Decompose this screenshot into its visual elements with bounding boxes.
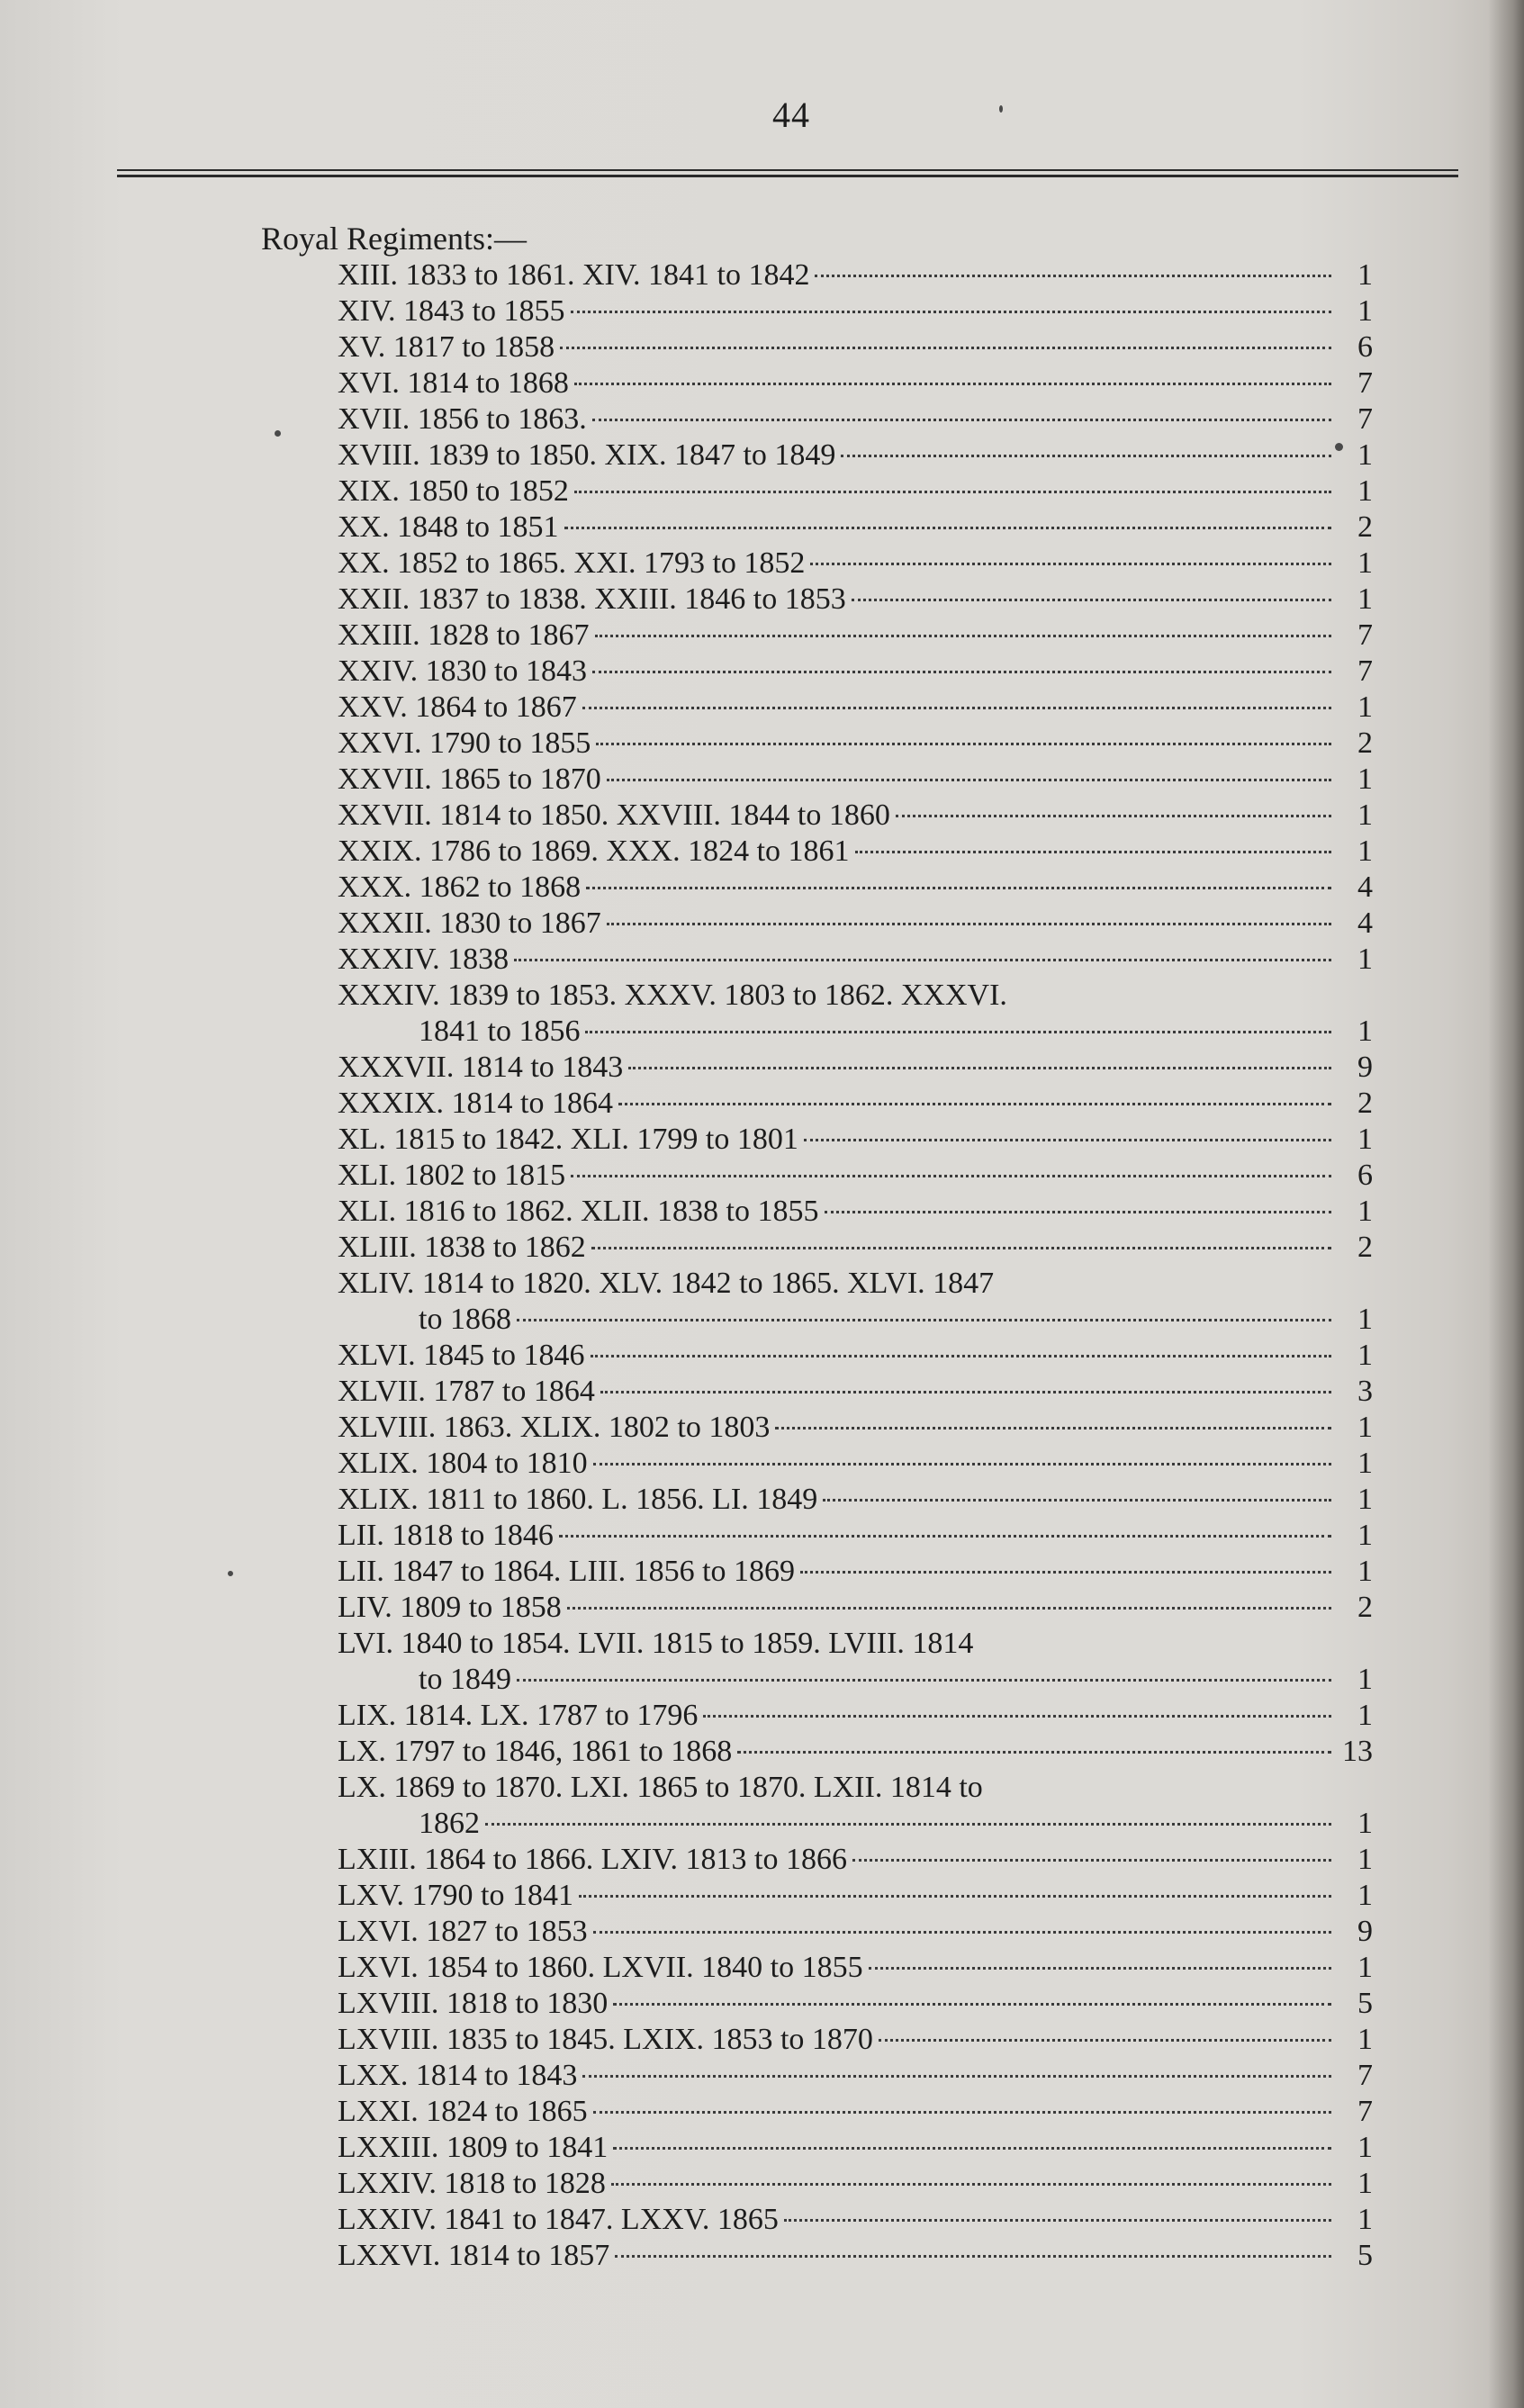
entry-line [338,329,1337,365]
entry-line [338,654,1337,690]
regiment-entry [338,762,1373,798]
entry-count: 1 [1357,1879,1373,1912]
regiment-entry [338,906,1373,942]
dot-leader [567,1607,1331,1610]
entry-count: 7 [1357,618,1373,652]
dot-leader [596,743,1331,745]
entry-count: 1 [1357,942,1373,976]
entry-count: 1 [1357,546,1373,580]
entry-count: 1 [1357,1699,1373,1732]
regiment-entry [338,437,1373,473]
entry-line [338,2166,1337,2202]
entry-line [338,2094,1337,2130]
dot-leader [869,1967,1331,1970]
dot-leader [618,1103,1331,1105]
entry-count: 1 [1357,1447,1373,1480]
dot-leader [582,707,1331,709]
regiment-entry [338,690,1373,726]
dot-leader [582,2075,1331,2078]
entry-line [338,2058,1337,2094]
entry-first-line: XXXIV. 1839 to 1853. XXXV. 1803 to 1862. XXXVI. [338,979,1007,1012]
entry-count: 6 [1357,1159,1373,1192]
entry-text: LXVIII. 1818 to 1830 [338,1987,609,2020]
entry-text: XXIV. 1830 to 1843 [338,654,588,688]
entry-count: 7 [1357,366,1373,400]
entry-text: XVII. 1856 to 1863. [338,402,587,436]
regiment-entry-list [338,257,1373,2274]
regiment-entry [338,257,1373,293]
entry-count: 7 [1357,654,1373,688]
entry-text: LXXI. 1824 to 1865 [338,2095,588,2128]
rule-line-bottom [117,175,1458,177]
entry-text: XXXVII. 1814 to 1843 [338,1051,624,1084]
dot-leader [607,779,1331,781]
entry-count: 1 [1357,2167,1373,2200]
regiment-entry [338,1050,1373,1086]
entry-line [338,906,1337,942]
entry-count: 1 [1357,1339,1373,1372]
entry-count: 7 [1357,2095,1373,2128]
regiment-entry [338,582,1373,618]
entry-count: 2 [1357,510,1373,544]
entry-count: 2 [1357,1087,1373,1120]
regiment-entry [338,1446,1373,1482]
regiment-entry [338,726,1373,762]
dot-leader [559,1535,1331,1538]
dot-leader [585,1031,1331,1033]
entry-line [338,690,1337,726]
entry-text: XLVII. 1787 to 1864 [338,1375,595,1408]
dot-leader [775,1427,1331,1429]
entry-text: XXXIX. 1814 to 1864 [338,1087,613,1120]
entry-count: 1 [1357,1303,1373,1336]
dot-leader [815,275,1331,277]
entry-text: XVI. 1814 to 1868 [338,366,569,400]
entry-count: 4 [1357,870,1373,904]
entry-line [338,1410,1337,1446]
entry-count: 9 [1357,1051,1373,1084]
regiment-entry [338,1986,1373,2022]
dot-leader [611,2183,1331,2186]
regiment-entry [338,942,1373,978]
entry-count: 1 [1357,1519,1373,1552]
entry-line [338,1194,1337,1230]
entry-line [338,546,1337,582]
dot-leader [613,2003,1331,2006]
entry-line [338,293,1337,329]
regiment-entry [338,1518,1373,1554]
entry-text: XXVII. 1814 to 1850. XXVIII. 1844 to 1860 [338,798,890,832]
paper-speck [1335,443,1343,451]
page-spine-shadow [1488,0,1524,2408]
paper-speck [999,105,1003,113]
entry-text: XLI. 1802 to 1815 [338,1159,566,1192]
entry-line [338,1158,1337,1194]
dot-leader [564,527,1331,529]
entry-count: 1 [1357,834,1373,868]
entry-count: 1 [1357,1015,1373,1048]
entry-text: XX. 1848 to 1851 [338,510,559,544]
entry-line [338,1662,1337,1698]
regiment-entry [338,2130,1373,2166]
entry-line [338,2130,1337,2166]
regiment-entry [338,510,1373,546]
entry-line [338,1842,1337,1878]
entry-line [338,1698,1337,1734]
dot-leader [517,1319,1331,1321]
dot-leader [852,1859,1331,1862]
entry-count: 7 [1357,402,1373,436]
entry-text: XLI. 1816 to 1862. XLII. 1838 to 1855 [338,1195,819,1228]
entry-first-line: XLIV. 1814 to 1820. XLV. 1842 to 1865. XLVI. 1847 [338,1267,995,1300]
entry-text: LIX. 1814. LX. 1787 to 1796 [338,1699,699,1732]
rule-line-top [117,169,1458,171]
regiment-entry [338,1122,1373,1158]
entry-count: 13 [1342,1735,1373,1768]
entry-text: XXIX. 1786 to 1869. XXX. 1824 to 1861 [338,834,850,868]
entry-line [338,1050,1337,1086]
dot-leader [613,2147,1331,2150]
entry-count: 5 [1357,2239,1373,2272]
paper-speck [228,1571,233,1576]
dot-leader [595,635,1331,637]
regiment-entry [338,654,1373,690]
regiment-entry [338,1626,1373,1698]
entry-text: 1862 [419,1807,480,1840]
regiment-entry [338,1770,1373,1842]
dot-leader [560,347,1331,349]
entry-line [338,365,1337,401]
regiment-entry [338,2238,1373,2274]
entry-text: XLIX. 1804 to 1810 [338,1447,588,1480]
regiment-entry [338,870,1373,906]
paper-speck [275,430,281,437]
entry-count: 1 [1357,582,1373,616]
entry-count: 1 [1357,1555,1373,1588]
entry-line [338,1086,1337,1122]
entry-count: 1 [1357,2131,1373,2164]
regiment-entry [338,618,1373,654]
entry-count: 1 [1357,798,1373,832]
regiment-entry [338,978,1373,1050]
regiment-entry [338,1878,1373,1914]
entry-text: XXV. 1864 to 1867 [338,690,577,724]
regiment-entry [338,2166,1373,2202]
regiment-entry [338,401,1373,437]
regiment-entry [338,1842,1373,1878]
entry-count: 1 [1357,2023,1373,2056]
section-heading: Royal Regiments:— [261,221,527,257]
entry-line [338,473,1337,510]
dot-leader [615,2255,1331,2258]
entry-count: 1 [1357,1411,1373,1444]
entry-line [338,2238,1337,2274]
dot-leader [841,455,1331,457]
entry-text: XXVII. 1865 to 1870 [338,762,601,796]
entry-count: 6 [1357,330,1373,364]
regiment-entry [338,1698,1373,1734]
regiment-entry [338,2202,1373,2238]
entry-count: 1 [1357,1663,1373,1696]
entry-line [338,1302,1337,1338]
dot-leader [896,815,1331,817]
dot-leader [800,1571,1331,1574]
regiment-entry [338,1338,1373,1374]
entry-text: XIV. 1843 to 1855 [338,294,565,328]
entry-count: 3 [1357,1375,1373,1408]
entry-text: XXVI. 1790 to 1855 [338,726,591,760]
dot-leader [574,383,1331,385]
entry-line [338,1230,1337,1266]
entry-count: 1 [1357,2203,1373,2236]
entry-line [338,1518,1337,1554]
entry-text: XX. 1852 to 1865. XXI. 1793 to 1852 [338,546,806,580]
dot-leader [571,1175,1331,1177]
dot-leader [607,923,1331,925]
entry-text: XIII. 1833 to 1861. XIV. 1841 to 1842 [338,258,810,292]
page-number: 44 [772,95,810,135]
entry-text: LXVI. 1854 to 1860. LXVII. 1840 to 1855 [338,1951,863,1984]
dot-leader [810,563,1331,565]
dot-leader [825,1211,1331,1213]
entry-line [338,1986,1337,2022]
dot-leader [592,671,1331,673]
entry-text: LII. 1847 to 1864. LIII. 1856 to 1869 [338,1555,796,1588]
regiment-entry [338,1230,1373,1266]
entry-line [338,1554,1337,1590]
entry-count: 1 [1357,1195,1373,1228]
entry-count: 2 [1357,726,1373,760]
regiment-entry [338,1950,1373,1986]
regiment-entry [338,1554,1373,1590]
entry-line [338,1914,1337,1950]
dot-leader [517,1679,1331,1682]
entry-count: 1 [1357,690,1373,724]
entry-count: 1 [1357,1951,1373,1984]
entry-text: XLVI. 1845 to 1846 [338,1339,585,1372]
dot-leader [571,311,1332,313]
entry-text: LXIII. 1864 to 1866. LXIV. 1813 to 1866 [338,1843,847,1876]
regiment-entry [338,798,1373,834]
entry-line [338,510,1337,546]
dot-leader [703,1715,1331,1718]
entry-count: 2 [1357,1591,1373,1624]
regiment-entry [338,1410,1373,1446]
entry-line [338,1950,1337,1986]
entry-text: XV. 1817 to 1858 [338,330,555,364]
entry-count: 1 [1357,1843,1373,1876]
entry-text: XLIII. 1838 to 1862 [338,1231,586,1264]
regiment-entry [338,329,1373,365]
dot-leader [593,1931,1331,1934]
entry-line [338,1446,1337,1482]
entry-line [338,870,1337,906]
regiment-entry [338,834,1373,870]
entry-line [338,257,1337,293]
entry-line [338,1590,1337,1626]
entry-count: 2 [1357,1231,1373,1264]
entry-text: LXXIV. 1841 to 1847. LXXV. 1865 [338,2203,779,2236]
regiment-entry [338,1914,1373,1950]
entry-text: LX. 1797 to 1846, 1861 to 1868 [338,1735,733,1768]
entry-line [338,2022,1337,2058]
entry-text: XXX. 1862 to 1868 [338,870,582,904]
dot-leader [879,2039,1331,2042]
entry-text: LII. 1818 to 1846 [338,1519,554,1552]
entry-text: XVIII. 1839 to 1850. XIX. 1847 to 1849 [338,438,836,472]
entry-line [338,1878,1337,1914]
entry-line [338,726,1337,762]
dot-leader [514,959,1331,961]
regiment-entry [338,2058,1373,2094]
entry-line [338,1014,1337,1050]
entry-text: XLVIII. 1863. XLIX. 1802 to 1803 [338,1411,771,1444]
entry-count: 1 [1357,474,1373,508]
regiment-entry [338,1086,1373,1122]
entry-count: 7 [1357,2059,1373,2092]
entry-line [338,437,1337,473]
regiment-entry [338,1590,1373,1626]
regiment-entry [338,365,1373,401]
dot-leader [784,2219,1331,2222]
entry-first-line: LVI. 1840 to 1854. LVII. 1815 to 1859. LVIII. 1814 [338,1627,974,1660]
dot-leader [628,1067,1331,1069]
entry-count: 1 [1357,1483,1373,1516]
entry-text: XXII. 1837 to 1838. XXIII. 1846 to 1853 [338,582,846,616]
entry-text: LIV. 1809 to 1858 [338,1591,562,1624]
dot-leader [591,1355,1331,1357]
entry-line [338,401,1337,437]
entry-text: 1841 to 1856 [419,1015,581,1048]
dot-leader [593,2111,1331,2114]
dot-leader [574,491,1331,493]
entry-line [338,618,1337,654]
entry-count: 1 [1357,1123,1373,1156]
dot-leader [804,1139,1331,1141]
entry-count: 1 [1357,762,1373,796]
entry-line [338,1338,1337,1374]
entry-text: LXXIV. 1818 to 1828 [338,2167,606,2200]
regiment-entry [338,1266,1373,1338]
regiment-entry [338,293,1373,329]
entry-text: XXXII. 1830 to 1867 [338,906,601,940]
entry-line [338,942,1337,978]
entry-text: XIX. 1850 to 1852 [338,474,569,508]
regiment-entry [338,2022,1373,2058]
entry-line [338,582,1337,618]
dot-leader [855,851,1331,853]
entry-count: 1 [1357,1807,1373,1840]
entry-line [338,2202,1337,2238]
dot-leader [737,1751,1331,1754]
entry-text: LXV. 1790 to 1841 [338,1879,573,1912]
entry-count: 5 [1357,1987,1373,2020]
regiment-entry [338,1158,1373,1194]
entry-count: 1 [1357,438,1373,472]
entry-text: XXXIV. 1838 [338,942,510,976]
entry-text: LXVIII. 1835 to 1845. LXIX. 1853 to 1870 [338,2023,873,2056]
entry-text: LXX. 1814 to 1843 [338,2059,578,2092]
entry-count: 1 [1357,258,1373,292]
dot-leader [593,1463,1331,1466]
dot-leader [591,1247,1331,1249]
regiment-entry [338,473,1373,510]
double-rule [117,169,1458,180]
entry-text: to 1868 [419,1303,511,1336]
entry-text: LXXIII. 1809 to 1841 [338,2131,609,2164]
dot-leader [579,1895,1331,1898]
entry-text: XXIII. 1828 to 1867 [338,618,590,652]
entry-count: 4 [1357,906,1373,940]
dot-leader [592,419,1331,421]
entry-count: 9 [1357,1915,1373,1948]
dot-leader [600,1391,1331,1393]
regiment-entry [338,1734,1373,1770]
entry-text: LXVI. 1827 to 1853 [338,1915,588,1948]
entry-first-line: LX. 1869 to 1870. LXI. 1865 to 1870. LXII. 1814 to [338,1771,983,1804]
entry-line [338,1734,1337,1770]
dot-leader [586,887,1331,889]
entry-text: LXXVI. 1814 to 1857 [338,2239,610,2272]
regiment-entry [338,1374,1373,1410]
entry-count: 1 [1357,294,1373,328]
entry-line [338,1122,1337,1158]
entry-line [338,798,1337,834]
entry-text: to 1849 [419,1663,511,1696]
entry-text: XLIX. 1811 to 1860. L. 1856. LI. 1849 [338,1483,818,1516]
regiment-entry [338,1482,1373,1518]
dot-leader [852,599,1331,601]
dot-leader [823,1499,1331,1502]
dot-leader [485,1823,1331,1826]
regiment-entry [338,1194,1373,1230]
entry-line [338,1482,1337,1518]
entry-line [338,834,1337,870]
regiment-entry [338,2094,1373,2130]
entry-text: XL. 1815 to 1842. XLI. 1799 to 1801 [338,1123,798,1156]
regiment-entry [338,546,1373,582]
entry-line [338,1374,1337,1410]
entry-line [338,1806,1337,1842]
entry-line [338,762,1337,798]
